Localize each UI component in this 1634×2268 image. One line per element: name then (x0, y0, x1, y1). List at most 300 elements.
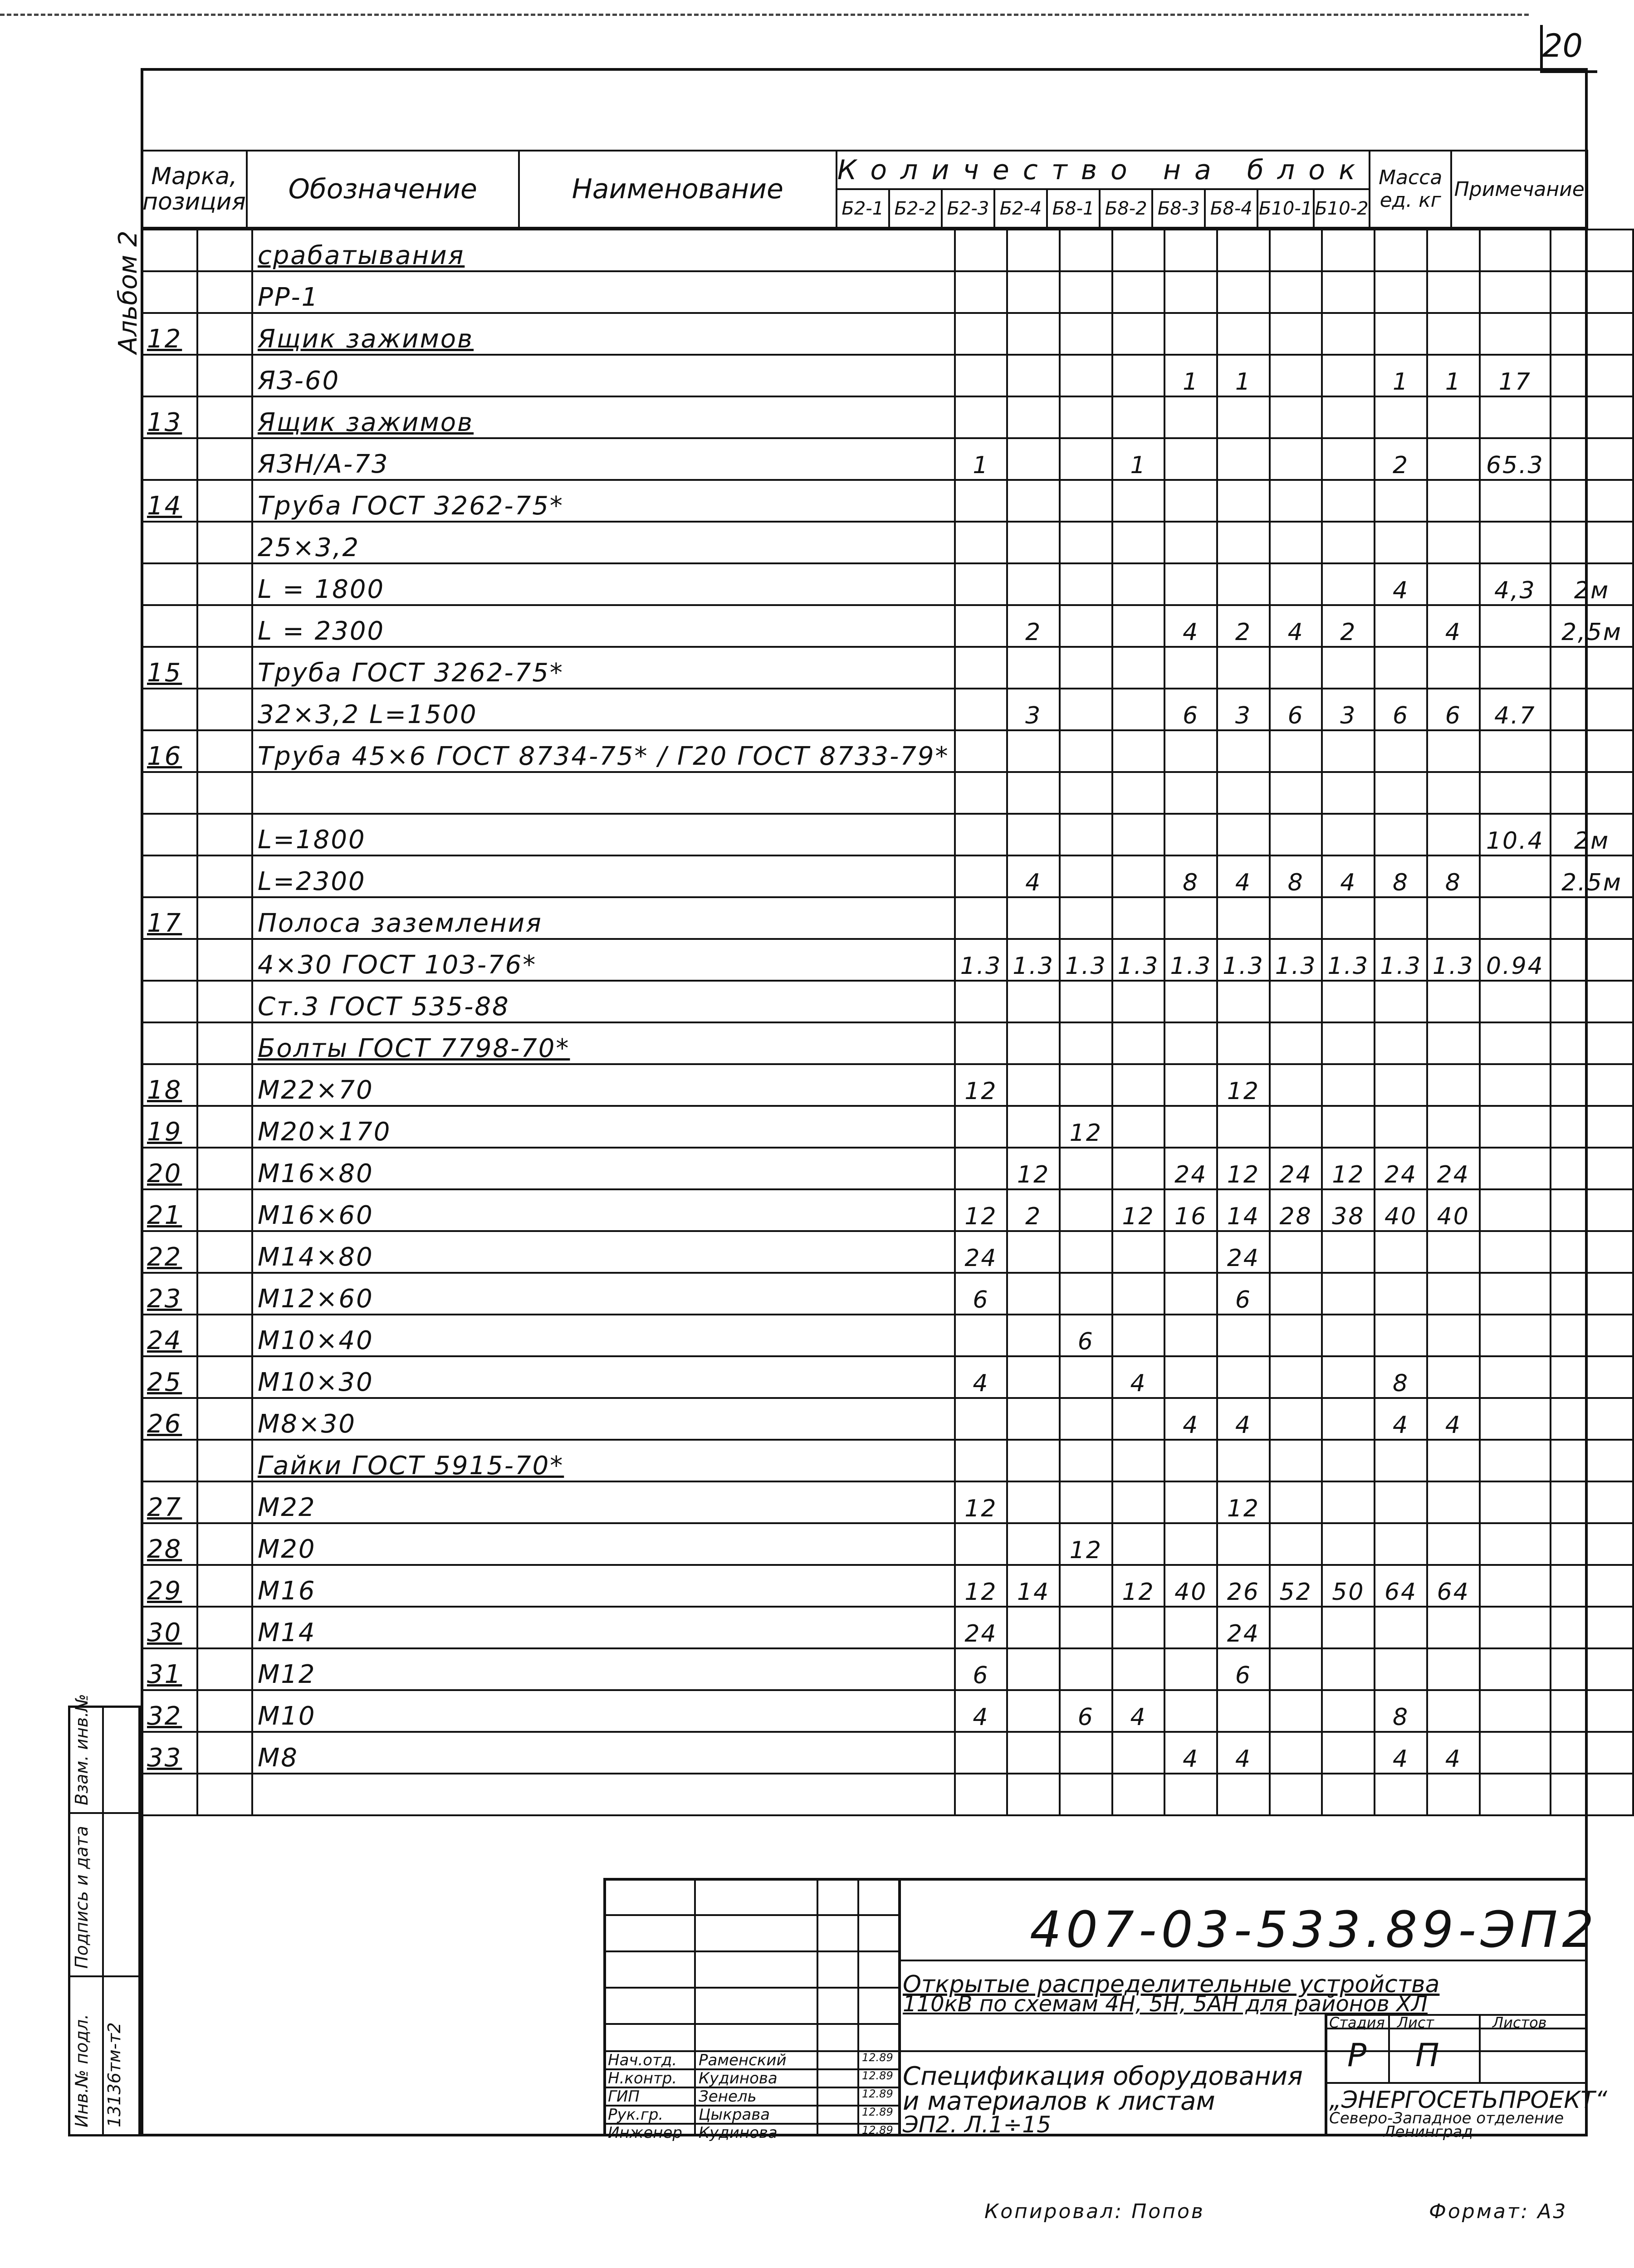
table-row (142, 1607, 1633, 1648)
table-row (142, 1064, 1633, 1106)
qty-cell (955, 1398, 1008, 1440)
qty-cell: 4 (1217, 1398, 1270, 1440)
qty-cell: 6 (1217, 1273, 1270, 1315)
header-quantity: Количество на блок (837, 151, 1370, 189)
staff-date: 12.89 (862, 2124, 893, 2136)
qty-cell (1060, 605, 1112, 647)
qty-cell (955, 396, 1008, 438)
qty-cell (1322, 1231, 1375, 1273)
qty-cell: 4 (1112, 1356, 1165, 1398)
qty-cell (1060, 563, 1112, 605)
qty-cell (1164, 1481, 1217, 1523)
qty-cell (1060, 1607, 1112, 1648)
designation-cell (197, 1022, 252, 1064)
qty-cell (1375, 772, 1427, 814)
qty-cell: 24 (955, 1231, 1008, 1273)
qty-cell (1060, 1648, 1112, 1690)
note-cell (1551, 1148, 1633, 1189)
qty-cell (1427, 1106, 1480, 1148)
note-cell (1551, 772, 1633, 814)
qty-cell (1427, 563, 1480, 605)
qty-cell: 4 (1007, 855, 1060, 897)
qty-cell (1427, 1356, 1480, 1398)
qty-cell (1007, 355, 1060, 396)
name-cell: М14×80 (252, 1231, 955, 1273)
qty-cell (1375, 1774, 1427, 1815)
sheets-label: Листов (1492, 2014, 1547, 2031)
note-cell (1551, 897, 1633, 939)
qty-cell (1427, 772, 1480, 814)
qty-cell: 1 (955, 438, 1008, 480)
qty-cell (1270, 1106, 1322, 1148)
qty-cell (1007, 1523, 1060, 1565)
qty-cell (955, 271, 1008, 313)
name-cell: Полоса заземления (252, 897, 955, 939)
staff-name: Раменский (699, 2051, 787, 2069)
qty-cell (955, 522, 1008, 563)
note-cell (1551, 271, 1633, 313)
qty-cell: 12 (955, 1064, 1008, 1106)
mass-cell (1480, 647, 1551, 689)
qty-cell (1322, 480, 1375, 522)
staff-name: Кудинова (699, 2069, 778, 2087)
qty-cell: 24 (1427, 1148, 1480, 1189)
qty-cell (1060, 1398, 1112, 1440)
qty-cell: 3 (1007, 689, 1060, 730)
top-dashed-border (0, 14, 1529, 16)
note-cell: 2.5м (1551, 855, 1633, 897)
qty-cell (1322, 897, 1375, 939)
table-row (142, 855, 1633, 897)
replace-inv-label: Взам. инв.№ (72, 1694, 92, 1805)
qty-cell (1060, 1022, 1112, 1064)
note-cell (1551, 1064, 1633, 1106)
name-cell: Труба 45×6 ГОСТ 8734-75* / Г20 ГОСТ 8733-79* (252, 730, 955, 772)
qty-cell (1217, 563, 1270, 605)
qty-cell: 12 (1217, 1064, 1270, 1106)
table-row (142, 939, 1633, 981)
qty-cell: 12 (1217, 1148, 1270, 1189)
mass-cell (1480, 1607, 1551, 1648)
designation-cell (197, 1064, 252, 1106)
position-cell (142, 772, 197, 814)
note-cell (1551, 1106, 1633, 1148)
table-row (142, 605, 1633, 647)
qty-cell: 3 (1322, 689, 1375, 730)
qty-cell (1060, 772, 1112, 814)
mass-cell: 65.3 (1480, 438, 1551, 480)
qty-cell (1060, 271, 1112, 313)
qty-cell (1217, 396, 1270, 438)
name-cell: L=1800 (252, 814, 955, 855)
mass-cell (1480, 1648, 1551, 1690)
qty-cell (1007, 563, 1060, 605)
mass-cell (1480, 1273, 1551, 1315)
staff-name: Цыкрава (699, 2106, 770, 2124)
note-cell (1551, 522, 1633, 563)
mass-cell (1480, 1231, 1551, 1273)
table-row (142, 1440, 1633, 1481)
project-title-line2: 110кВ по схемам 4Н, 5Н, 5АН для районов ХЛ (903, 1991, 1428, 2017)
designation-cell (197, 1231, 252, 1273)
qty-cell: 4 (1270, 605, 1322, 647)
position-cell: 12 (142, 313, 197, 355)
qty-cell: 4 (1164, 605, 1217, 647)
designation-cell (197, 981, 252, 1022)
mass-cell (1480, 1732, 1551, 1774)
qty-cell: 6 (1375, 689, 1427, 730)
header-block-9: Б10-1 (1257, 189, 1313, 228)
name-cell: L = 1800 (252, 563, 955, 605)
qty-cell (1322, 1064, 1375, 1106)
qty-cell (1270, 271, 1322, 313)
qty-cell (1270, 563, 1322, 605)
qty-cell (1112, 855, 1165, 897)
qty-cell: 1.3 (1164, 939, 1217, 981)
position-cell (142, 981, 197, 1022)
designation-cell (197, 1440, 252, 1481)
qty-cell (1217, 772, 1270, 814)
qty-cell: 38 (1322, 1189, 1375, 1231)
qty-cell: 24 (955, 1607, 1008, 1648)
qty-cell: 1.3 (1060, 939, 1112, 981)
qty-cell: 4 (1164, 1732, 1217, 1774)
header-block-5: Б8-1 (1047, 189, 1100, 228)
qty-cell (1375, 730, 1427, 772)
qty-cell (1217, 1106, 1270, 1148)
table-row (142, 355, 1633, 396)
qty-cell (1427, 730, 1480, 772)
name-cell: срабатывания (252, 230, 955, 271)
mass-cell (1480, 396, 1551, 438)
mass-cell (1480, 981, 1551, 1022)
qty-cell: 1.3 (1427, 939, 1480, 981)
staff-date: 12.89 (862, 2087, 893, 2100)
qty-cell (1112, 1273, 1165, 1315)
qty-cell: 2 (1322, 605, 1375, 647)
note-cell (1551, 480, 1633, 522)
name-cell: М10 (252, 1690, 955, 1732)
qty-cell (1270, 230, 1322, 271)
qty-cell (955, 689, 1008, 730)
designation-cell (197, 689, 252, 730)
qty-cell (1112, 1732, 1165, 1774)
designation-cell (197, 1607, 252, 1648)
qty-cell (955, 1732, 1008, 1774)
qty-cell (1322, 1440, 1375, 1481)
qty-cell (1112, 1231, 1165, 1273)
name-cell: М16 (252, 1565, 955, 1607)
inv-value: 13136тм-т2 (104, 2022, 124, 2127)
qty-cell (955, 1774, 1008, 1815)
qty-cell (1270, 981, 1322, 1022)
qty-cell (1270, 1523, 1322, 1565)
note-cell (1551, 1273, 1633, 1315)
title-block (603, 1878, 1607, 2142)
qty-cell: 1.3 (1217, 939, 1270, 981)
qty-cell: 12 (1060, 1523, 1112, 1565)
qty-cell: 64 (1375, 1565, 1427, 1607)
name-cell: ЯЗН/А-73 (252, 438, 955, 480)
header-mark: Марка, позиция (142, 151, 247, 228)
designation-cell (197, 1481, 252, 1523)
qty-cell (1375, 1481, 1427, 1523)
position-cell (142, 814, 197, 855)
qty-cell (1270, 647, 1322, 689)
qty-cell (1060, 480, 1112, 522)
name-cell: Ящик зажимов (252, 313, 955, 355)
mass-cell: 0.94 (1480, 939, 1551, 981)
qty-cell (1007, 981, 1060, 1022)
name-cell: М16×80 (252, 1148, 955, 1189)
qty-cell: 12 (955, 1481, 1008, 1523)
qty-cell (1112, 1148, 1165, 1189)
qty-cell (1060, 730, 1112, 772)
qty-cell: 1 (1112, 438, 1165, 480)
qty-cell (1270, 1690, 1322, 1732)
qty-cell (1270, 1231, 1322, 1273)
qty-cell (1375, 897, 1427, 939)
qty-cell (1375, 605, 1427, 647)
qty-cell (1427, 1022, 1480, 1064)
designation-cell (197, 522, 252, 563)
position-cell: 14 (142, 480, 197, 522)
sheet-title-line1: Спецификация оборудования (903, 2062, 1303, 2091)
position-cell (142, 563, 197, 605)
staff-role: ГИП (608, 2087, 640, 2106)
qty-cell (1270, 522, 1322, 563)
position-cell (142, 689, 197, 730)
qty-cell: 24 (1217, 1607, 1270, 1648)
mass-cell (1480, 1440, 1551, 1481)
name-cell: Ящик зажимов (252, 396, 955, 438)
name-cell: М10×40 (252, 1315, 955, 1356)
qty-cell: 1 (1217, 355, 1270, 396)
qty-cell: 2 (1217, 605, 1270, 647)
qty-cell (1217, 271, 1270, 313)
mass-cell: 4.7 (1480, 689, 1551, 730)
table-row (142, 1774, 1633, 1815)
note-cell (1551, 1607, 1633, 1648)
header-mass: Масса ед. кг (1370, 151, 1451, 228)
qty-cell (955, 480, 1008, 522)
qty-cell (1007, 1648, 1060, 1690)
qty-cell (1427, 1231, 1480, 1273)
mass-cell (1480, 1565, 1551, 1607)
qty-cell (955, 730, 1008, 772)
qty-cell (1217, 438, 1270, 480)
qty-cell (1270, 1064, 1322, 1106)
designation-cell (197, 355, 252, 396)
mass-cell (1480, 1481, 1551, 1523)
qty-cell (1007, 396, 1060, 438)
qty-cell (1164, 1273, 1217, 1315)
qty-cell (1112, 1774, 1165, 1815)
qty-cell (1375, 1523, 1427, 1565)
qty-cell: 4 (1375, 563, 1427, 605)
qty-cell (1322, 1356, 1375, 1398)
qty-cell (1427, 1440, 1480, 1481)
qty-cell (1427, 1315, 1480, 1356)
qty-cell: 12 (1007, 1148, 1060, 1189)
qty-cell (1322, 271, 1375, 313)
staff-role: Н.контр. (608, 2069, 677, 2087)
qty-cell (1217, 230, 1270, 271)
staff-date: 12.89 (862, 2069, 893, 2082)
qty-cell: 6 (955, 1273, 1008, 1315)
qty-cell: 4 (1217, 855, 1270, 897)
qty-cell: 8 (1427, 855, 1480, 897)
table-row (142, 396, 1633, 438)
qty-cell (1060, 1774, 1112, 1815)
note-cell (1551, 1356, 1633, 1398)
position-cell: 16 (142, 730, 197, 772)
staff-role: Рук.гр. (608, 2106, 664, 2124)
position-cell: 28 (142, 1523, 197, 1565)
name-cell: М12 (252, 1648, 955, 1690)
qty-cell: 24 (1375, 1148, 1427, 1189)
position-cell (142, 855, 197, 897)
sheet-value: П (1415, 2037, 1439, 2074)
qty-cell (1164, 1440, 1217, 1481)
qty-cell (1060, 396, 1112, 438)
mass-cell (1480, 855, 1551, 897)
qty-cell (955, 897, 1008, 939)
qty-cell (1270, 1022, 1322, 1064)
qty-cell: 14 (1007, 1565, 1060, 1607)
qty-cell (1164, 1648, 1217, 1690)
qty-cell: 1 (1427, 355, 1480, 396)
note-cell (1551, 647, 1633, 689)
org-city: Ленинград (1384, 2123, 1473, 2141)
qty-cell (1270, 1481, 1322, 1523)
header-block-1: Б2-1 (837, 189, 889, 228)
qty-cell (1322, 563, 1375, 605)
mass-cell (1480, 772, 1551, 814)
qty-cell (1217, 814, 1270, 855)
position-cell: 25 (142, 1356, 197, 1398)
header-note: Примечание (1451, 151, 1587, 228)
note-cell: 2м (1551, 814, 1633, 855)
qty-cell: 52 (1270, 1565, 1322, 1607)
qty-cell (1112, 1648, 1165, 1690)
designation-cell (197, 1106, 252, 1148)
qty-cell (1060, 981, 1112, 1022)
table-row (142, 897, 1633, 939)
staff-name: Кудинова (699, 2124, 778, 2142)
qty-cell (1007, 1607, 1060, 1648)
qty-cell (1164, 563, 1217, 605)
qty-cell (1217, 981, 1270, 1022)
document-code: 407-03-533.89-ЭП2 (1030, 1901, 1599, 1959)
qty-cell: 4 (1217, 1732, 1270, 1774)
qty-cell (1322, 396, 1375, 438)
qty-cell (1112, 480, 1165, 522)
qty-cell (1375, 230, 1427, 271)
qty-cell (1112, 313, 1165, 355)
qty-cell (1060, 355, 1112, 396)
qty-cell (1060, 855, 1112, 897)
staff-role: Инженер (608, 2124, 682, 2142)
qty-cell (955, 1315, 1008, 1356)
qty-cell (1164, 1774, 1217, 1815)
qty-cell (1112, 1607, 1165, 1648)
qty-cell: 4 (1375, 1398, 1427, 1440)
qty-cell (1375, 396, 1427, 438)
mass-cell (1480, 522, 1551, 563)
qty-cell (1322, 1648, 1375, 1690)
table-row (142, 313, 1633, 355)
designation-cell (197, 1774, 252, 1815)
designation-cell (197, 814, 252, 855)
qty-cell: 4 (1427, 1398, 1480, 1440)
qty-cell: 40 (1427, 1189, 1480, 1231)
header-block-3: Б2-3 (942, 189, 994, 228)
qty-cell (1007, 438, 1060, 480)
qty-cell (1007, 480, 1060, 522)
qty-cell (1060, 230, 1112, 271)
position-cell: 27 (142, 1481, 197, 1523)
qty-cell: 28 (1270, 1189, 1322, 1231)
mass-cell (1480, 1315, 1551, 1356)
qty-cell: 1.3 (1270, 939, 1322, 981)
staff-role: Нач.отд. (608, 2051, 677, 2069)
qty-cell (1217, 313, 1270, 355)
designation-cell (197, 271, 252, 313)
mass-cell (1480, 1022, 1551, 1064)
designation-cell (197, 1356, 252, 1398)
note-cell (1551, 355, 1633, 396)
qty-cell (1427, 480, 1480, 522)
note-cell (1551, 396, 1633, 438)
qty-cell (1375, 1315, 1427, 1356)
copied-by: Копировал: Попов (984, 2200, 1205, 2223)
qty-cell (955, 230, 1008, 271)
designation-cell (197, 1398, 252, 1440)
qty-cell (1270, 1398, 1322, 1440)
qty-cell (1217, 522, 1270, 563)
qty-cell: 4 (1112, 1690, 1165, 1732)
qty-cell (1164, 313, 1217, 355)
designation-cell (197, 855, 252, 897)
org-branch: Северо-Западное отделение (1329, 2109, 1564, 2127)
qty-cell: 12 (955, 1189, 1008, 1231)
mass-cell (1480, 897, 1551, 939)
qty-cell: 24 (1164, 1148, 1217, 1189)
position-cell (142, 522, 197, 563)
mass-cell: 4,3 (1480, 563, 1551, 605)
qty-cell (1217, 897, 1270, 939)
table-row (142, 1398, 1633, 1440)
qty-cell (1322, 1607, 1375, 1648)
qty-cell (1375, 1106, 1427, 1148)
position-cell: 21 (142, 1189, 197, 1231)
note-cell (1551, 981, 1633, 1022)
qty-cell (1112, 1398, 1165, 1440)
name-cell: Гайки ГОСТ 5915-70* (252, 1440, 955, 1481)
name-cell: 4×30 ГОСТ 103-76* (252, 939, 955, 981)
position-cell: 13 (142, 396, 197, 438)
table-row (142, 1732, 1633, 1774)
qty-cell (1270, 396, 1322, 438)
note-cell (1551, 1440, 1633, 1481)
note-cell (1551, 1523, 1633, 1565)
mass-cell (1480, 1189, 1551, 1231)
sheet-label: Лист (1397, 2014, 1434, 2031)
mass-cell (1480, 1523, 1551, 1565)
table-row (142, 230, 1633, 271)
qty-cell (1164, 897, 1217, 939)
